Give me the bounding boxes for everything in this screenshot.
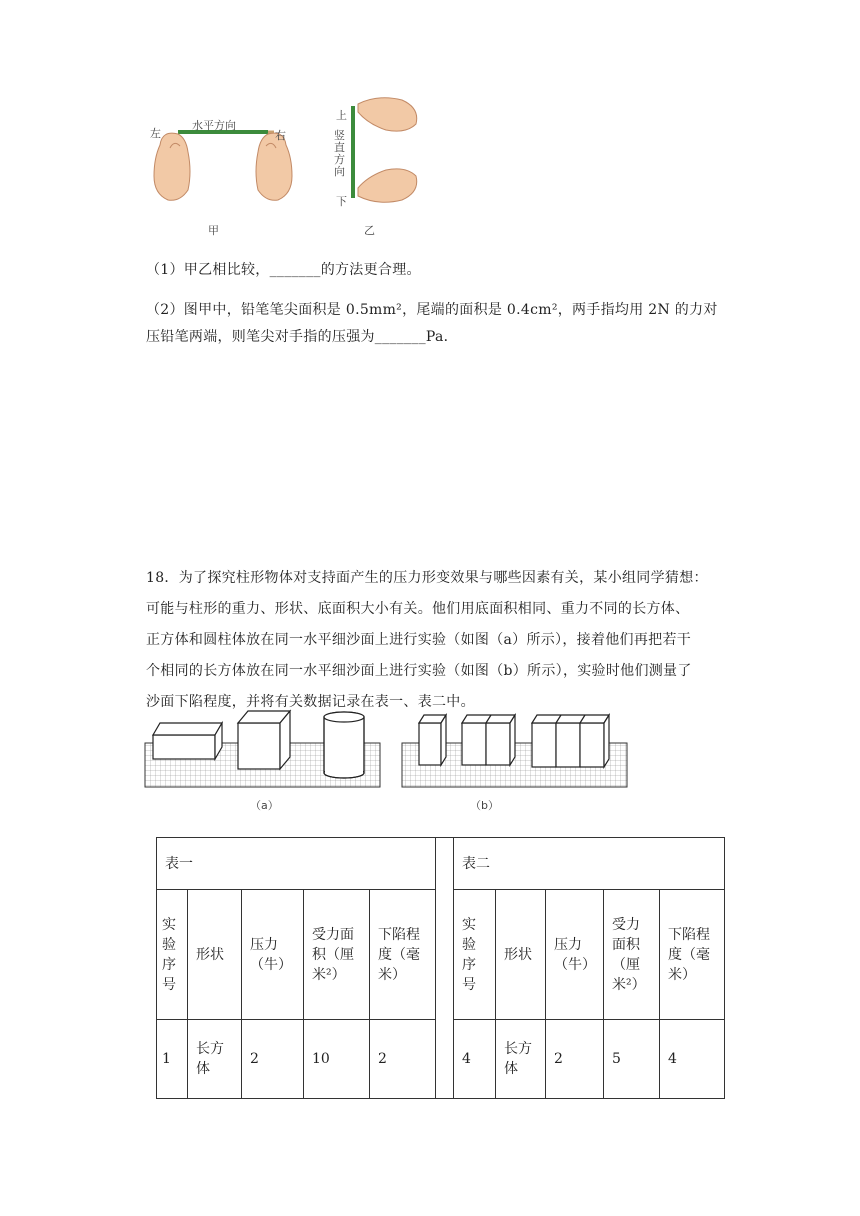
question-18-line-3: 正方体和圆柱体放在同一水平细沙面上进行实验（如图（a）所示），接着他们再把若干 <box>146 632 692 648</box>
table2-header-index: 实验序号 <box>454 890 496 1020</box>
table1-header-shape: 形状 <box>188 890 242 1020</box>
question-1: （1）甲乙相比较，_______的方法更合理。 <box>146 262 421 278</box>
table1-cell-index: 1 <box>157 1020 188 1099</box>
table1-cell-force: 2 <box>242 1020 304 1099</box>
sand-figure-drawing <box>140 705 640 815</box>
right-label: 右 <box>275 129 286 142</box>
pencil-figure-drawing <box>140 90 440 240</box>
table2-header-shape: 形状 <box>496 890 546 1020</box>
table-gap <box>436 838 454 1099</box>
table1-title: 表一 <box>157 838 436 890</box>
bottom-label: 下 <box>336 195 347 208</box>
pencil-figure <box>140 90 440 240</box>
table1-header-area: 受力面积（厘米²） <box>304 890 370 1020</box>
table1-cell-area: 10 <box>304 1020 370 1099</box>
top-label: 上 <box>336 109 347 122</box>
question-2-line-2: 压铅笔两端，则笔尖对手指的压强为_______Pa． <box>146 329 458 345</box>
table2-header-force: 压力（牛） <box>546 890 604 1020</box>
table2-cell-depth: 4 <box>660 1020 725 1099</box>
table1-header-force: 压力（牛） <box>242 890 304 1020</box>
question-18-line-1: 18．为了探究柱形物体对支持面产生的压力形变效果与哪些因素有关，某小组同学猜想： <box>146 570 708 586</box>
table2-cell-shape: 长方体 <box>496 1020 546 1099</box>
table2-title: 表二 <box>454 838 725 890</box>
table2-cell-area: 5 <box>604 1020 660 1099</box>
vertical-direction-label: 竖直方向 <box>334 129 345 178</box>
question-18-line-5: 沙面下陷程度，并将有关数据记录在表一、表二中。 <box>146 694 475 710</box>
data-tables <box>156 837 725 1099</box>
left-label: 左 <box>150 127 161 140</box>
question-18-line-2: 可能与柱形的重力、形状、底面积大小有关。他们用底面积相同、重力不同的长方体、 <box>146 601 690 617</box>
caption-a: （a） <box>250 799 279 812</box>
caption-b: （b） <box>470 799 499 812</box>
tables-grid <box>156 837 725 1099</box>
question-2-line-1: （2）图甲中，铅笔笔尖面积是 0.5mm²，尾端的面积是 0.4cm²，两手指均用 2N 的力对 <box>146 302 718 318</box>
table2-cell-force: 2 <box>546 1020 604 1099</box>
table2-header-area: 受力面积（厘米²） <box>604 890 660 1020</box>
table2-header-depth: 下陷程度（毫米） <box>660 890 725 1020</box>
table1-header-depth: 下陷程度（毫米） <box>370 890 436 1020</box>
caption-yi: 乙 <box>364 224 375 237</box>
question-18-text <box>146 563 708 718</box>
caption-jia: 甲 <box>208 224 219 237</box>
table1-header-index: 实验序号 <box>157 890 188 1020</box>
table1-cell-shape: 长方体 <box>188 1020 242 1099</box>
question-18-line-4: 个相同的长方体放在同一水平细沙面上进行实验（如图（b）所示），实验时他们测量了 <box>146 663 692 679</box>
table2-cell-index: 4 <box>454 1020 496 1099</box>
horizontal-direction-label: 水平方向 <box>192 119 236 132</box>
table1-cell-depth: 2 <box>370 1020 436 1099</box>
sand-figure <box>140 705 640 815</box>
